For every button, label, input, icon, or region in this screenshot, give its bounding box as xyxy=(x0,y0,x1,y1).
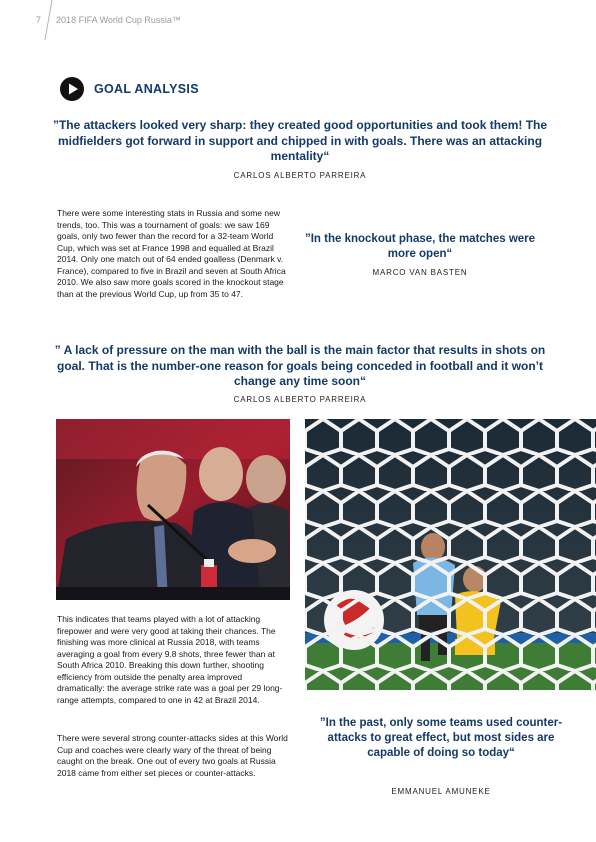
quote-attribution: EMMANUEL AMUNEKE xyxy=(391,787,491,796)
pull-quote: ” A lack of pressure on the man with the ball is the main factor that results in shots on goal. That is the number-one reason for goals being conceded in football and it won’t change any time soon“ xyxy=(54,343,546,389)
quote-attribution: CARLOS ALBERTO PARREIRA xyxy=(233,171,367,180)
press-conference-photo xyxy=(56,419,290,600)
goal-scene-photo xyxy=(305,419,596,690)
quote-attribution: CARLOS ALBERTO PARREIRA xyxy=(233,395,367,404)
body-paragraph: There were some interesting stats in Russia and some new trends, too. This was a tournament of goals: we saw 169 goals, only two fewer than the record for a 32-team World Cup, which was set at France 1998 and equalled at Brazil 2014. Only one match out of 64 ended goalless (Denmark v. France), compared to five in Brazil and seven at South Africa 2010. We also saw more goals scored in the knockout stage than at the previous World Cup, up from 35 to 47. xyxy=(57,208,286,299)
quote-attribution: MARCO VAN BASTEN xyxy=(372,268,468,277)
section-title: GOAL ANALYSIS xyxy=(94,82,199,96)
play-icon xyxy=(60,77,84,101)
pull-quote: ”In the past, only some teams used counter-attacks to great effect, but most sides are capable of doing so today“ xyxy=(319,717,563,759)
body-paragraph: This indicates that teams played with a lot of attacking firepower and were very good at taking their chances. The finishing was more clinical at Russia 2018, with teams averaging a goal from every 9.8 shots, three fewer than at South Africa 2010. Breaking this down further, shooting efficiency from outside the penalty area improved dramatically: the average strike rate was a goal per 29 long-range attempts, compared to one in 42 at Brazil 2014. xyxy=(57,614,283,705)
body-paragraph: There were several strong counter-attacks sides at this World Cup and coaches were clearly wary of the threat of being caught on the break. One out of every two goals at Russia 2018 came from either set pieces or counter-attacks. xyxy=(57,733,288,778)
pull-quote: ”In the knockout phase, the matches were more open“ xyxy=(304,233,536,260)
page-number: 7 xyxy=(36,15,42,25)
running-header xyxy=(36,15,181,25)
pull-quote: ”The attackers looked very sharp: they created good opportunities and took them! The midfielders got forward in support and chipped in with goals. There was an attacking mentality“ xyxy=(52,118,548,164)
header-title: 2018 FIFA World Cup Russia™ xyxy=(56,15,181,25)
